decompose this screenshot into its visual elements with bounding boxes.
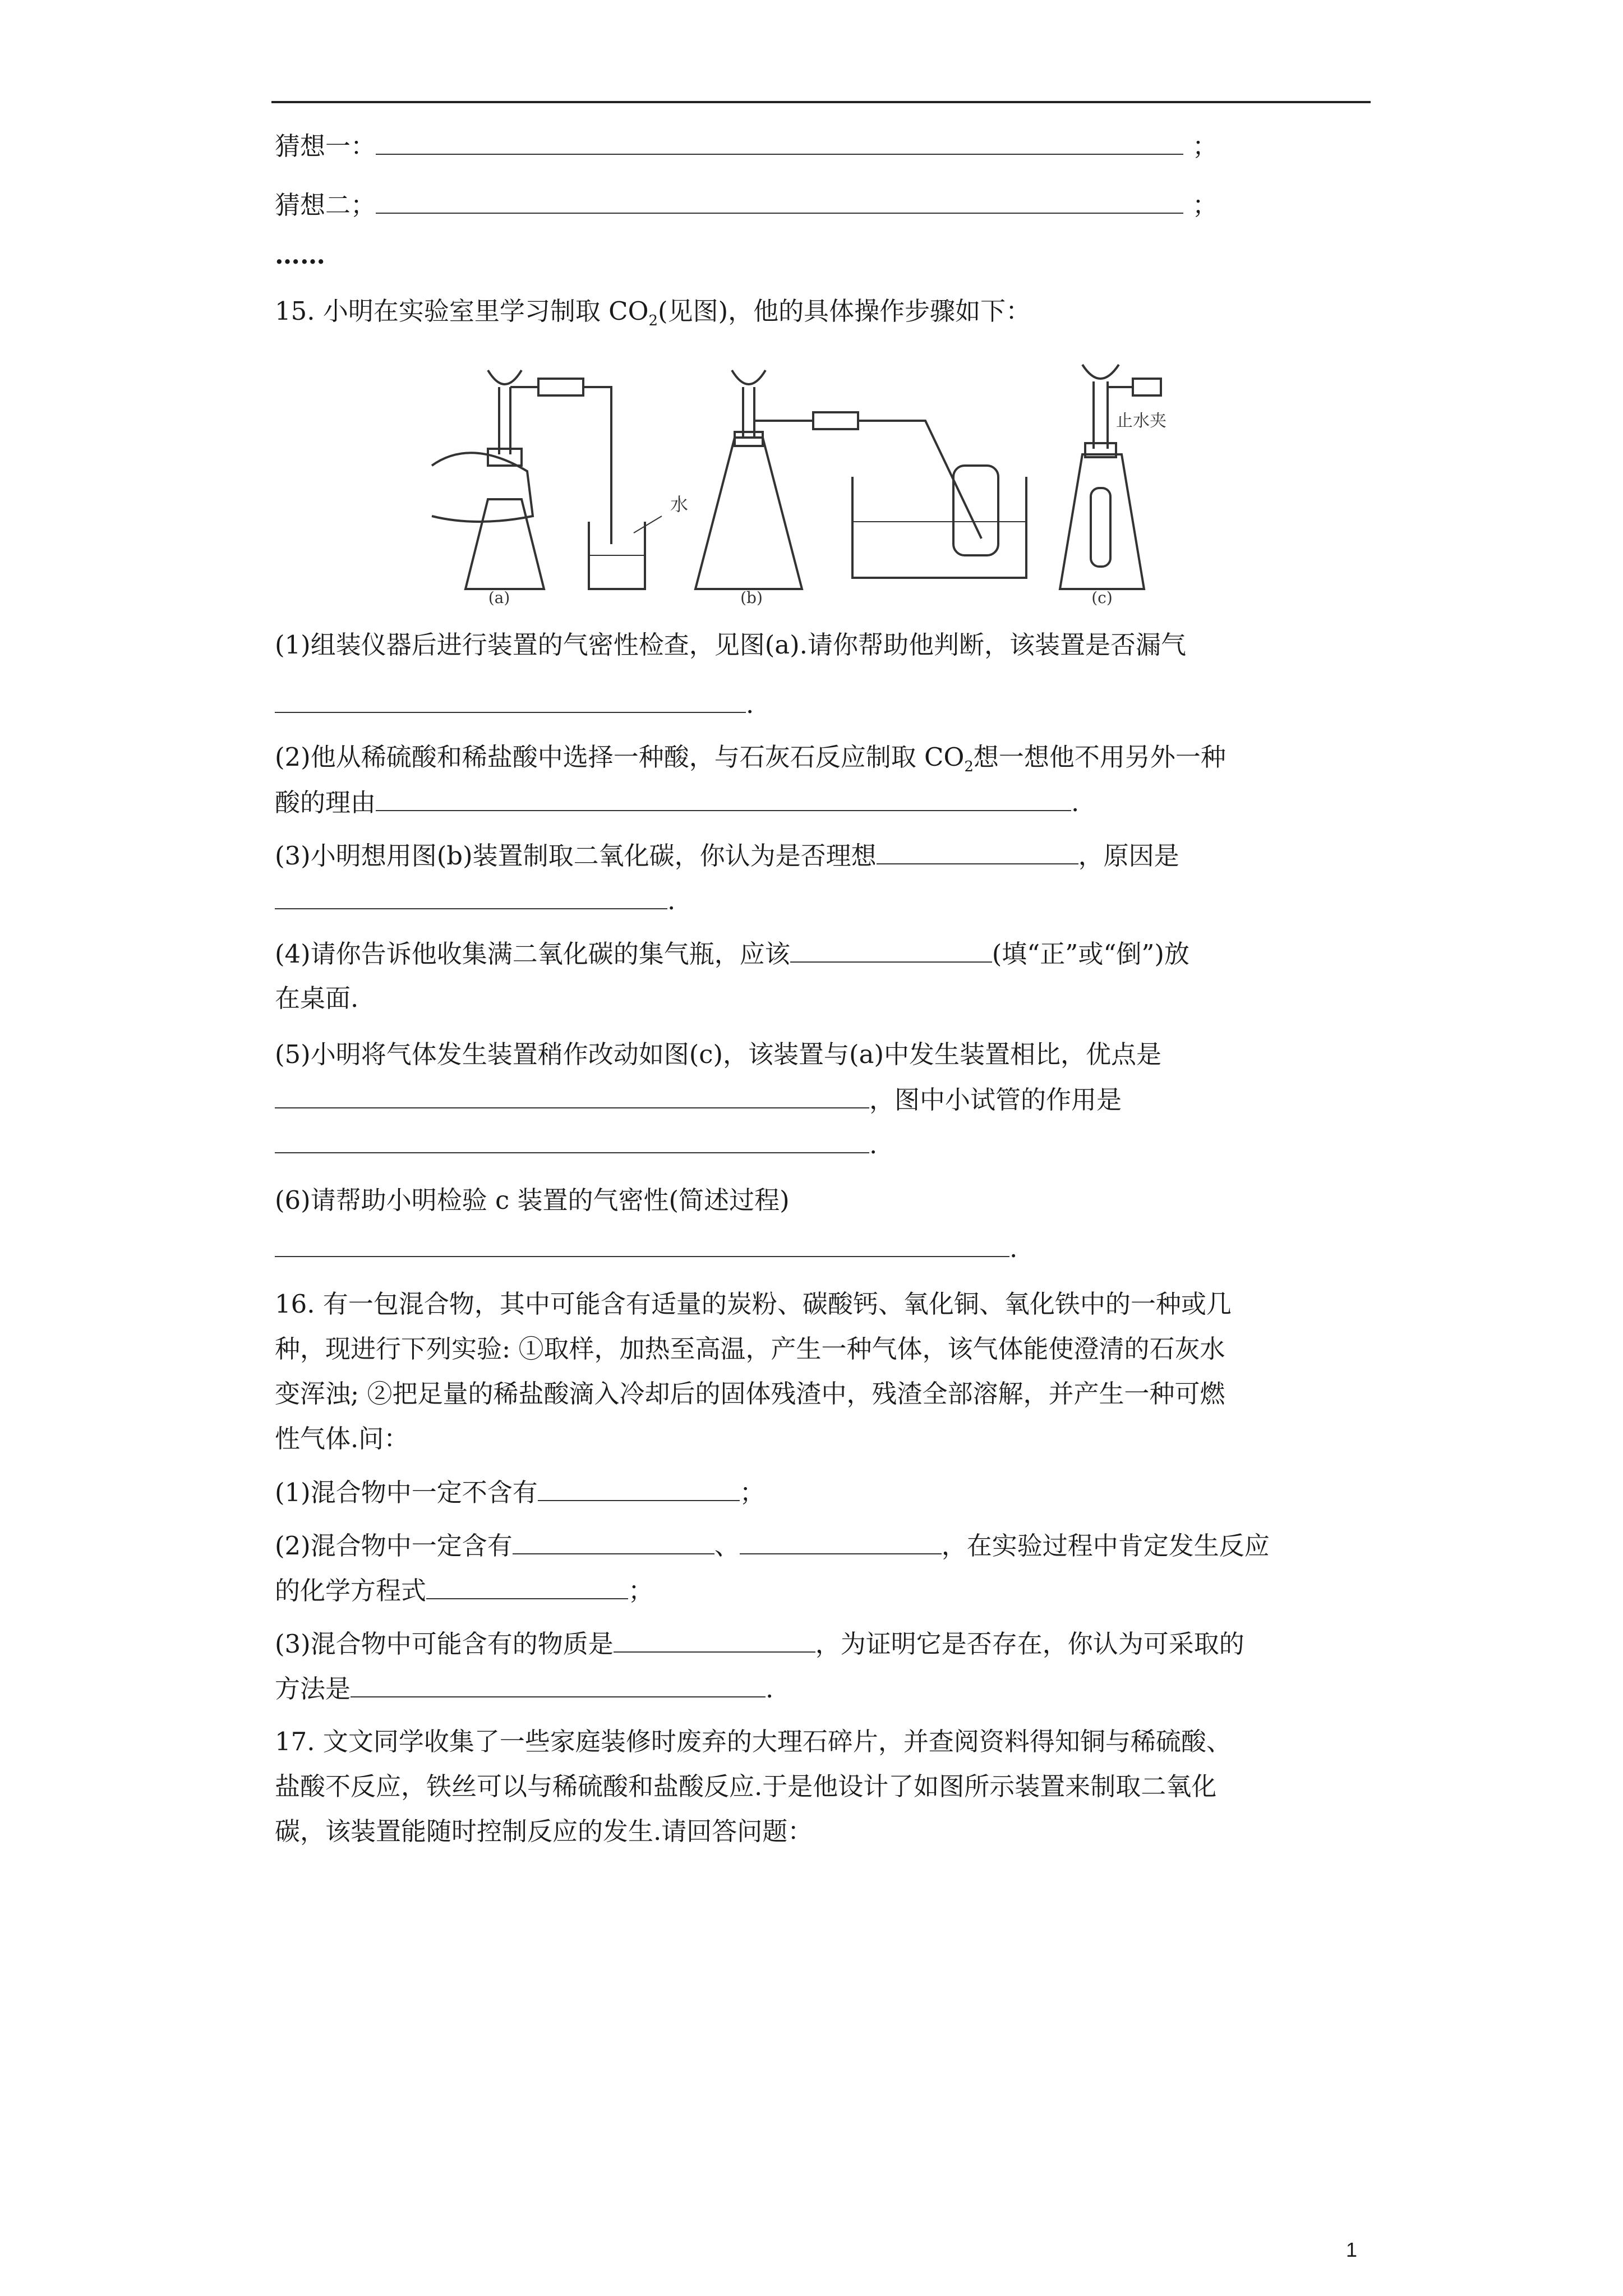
q15-part5-line1: (5)小明将气体发生装置稍作改动如图(c)，该装置与(a)中发生装置相比，优点是	[275, 1039, 1162, 1069]
q15-part5-line2: ，图中小试管的作用是	[275, 1083, 1122, 1117]
answer-blank[interactable]	[538, 1475, 740, 1501]
q15-part6-line1: (6)请帮助小明检验 c 装置的气密性(简述过程)	[275, 1185, 790, 1215]
header-rule	[271, 101, 1371, 103]
q17-line3: 碳，该装置能随时控制反应的发生.请回答问题：	[275, 1816, 813, 1846]
answer-blank[interactable]	[275, 1083, 869, 1108]
q15-part1: (1)组装仪器后进行装置的气密性检查，见图(a).请你帮助他判断，该装置是否漏气	[275, 630, 1186, 660]
q17-line2: 盐酸不反应，铁丝可以与稀硫酸和盐酸反应.于是他设计了如图所示装置来制取二氧化	[275, 1772, 1217, 1801]
q16-part3-line1: (3)混合物中可能含有的物质是 ，为证明它是否存在，你认为可采取的	[275, 1627, 1244, 1661]
q16-part2-line2: 的化学方程式 ；	[275, 1573, 653, 1608]
answer-blank[interactable]	[790, 937, 992, 963]
figure-b-label: (b)	[740, 588, 763, 606]
answer-blank[interactable]	[351, 1672, 766, 1697]
answer-blank[interactable]	[275, 884, 667, 909]
figure-a-label: (a)	[488, 588, 510, 606]
clamp-label: 止水夹	[1116, 411, 1166, 431]
q16-line1: 16. 有一包混合物，其中可能含有适量的炭粉、碳酸钙、氧化铜、氧化铁中的一种或几	[275, 1289, 1232, 1319]
answer-blank[interactable]	[614, 1627, 815, 1653]
answer-blank[interactable]	[426, 1573, 628, 1599]
answer-blank[interactable]	[376, 785, 1071, 811]
ellipsis: ……	[275, 240, 325, 270]
q15-part3-line1: (3)小明想用图(b)装置制取二氧化碳，你认为是否理想 ，原因是	[275, 839, 1179, 873]
answer-blank[interactable]	[275, 1128, 869, 1153]
answer-blank[interactable]	[513, 1529, 714, 1554]
q16-line2: 种，现进行下列实验: ①取样，加热至高温，产生一种气体，该气体能使澄清的石灰水	[275, 1334, 1225, 1364]
q15-part5-line3: .	[275, 1128, 877, 1162]
page-number: 1	[1346, 2238, 1358, 2261]
figure-c-label: (c)	[1091, 588, 1113, 606]
answer-blank[interactable]	[740, 1529, 942, 1554]
answer-blank[interactable]	[275, 687, 746, 713]
q17-line1: 17. 文文同学收集了一些家庭装修时废弃的大理石碎片，并查阅资料得知铜与稀硫酸、	[275, 1727, 1232, 1756]
q16-part3-line2: 方法是 .	[275, 1672, 773, 1706]
question-15-title: 15. 小明在实验室里学习制取 $CO_2$(见图)，他的具体操作步骤如下：	[275, 296, 1031, 329]
q16-line3: 变浑浊; ②把足量的稀盐酸滴入冷却后的固体残渣中，残渣全部溶解，并产生一种可燃	[275, 1379, 1225, 1409]
guess-two-line: 猜想二； ；	[275, 188, 1218, 222]
q16-line4: 性气体.问：	[275, 1424, 409, 1453]
q16-part2-line1: (2)混合物中一定含有 、 ，在实验过程中肯定发生反应	[275, 1529, 1270, 1563]
q15-part1-answer: .	[275, 687, 754, 721]
answer-blank[interactable]	[877, 839, 1078, 864]
q15-part2-line2: 酸的理由 .	[275, 785, 1079, 820]
answer-blank[interactable]	[376, 188, 1183, 214]
q15-part2-line1: (2)他从稀硫酸和稀盐酸中选择一种酸，与石灰石反应制取 $CO_2$想一想他不用另外一种	[275, 742, 1226, 775]
q15-part6-line2: .	[275, 1231, 1017, 1266]
water-label: 水	[670, 494, 689, 515]
q15-part3-line2: .	[275, 884, 675, 918]
q16-part1: (1)混合物中一定不含有 ；	[275, 1475, 765, 1510]
q15-part4-line1: (4)请你告诉他收集满二氧化碳的集气瓶，应该 (填“正”或“倒”)放	[275, 937, 1189, 971]
answer-blank[interactable]	[275, 1231, 1009, 1257]
lab-apparatus-figure	[421, 353, 1178, 606]
answer-blank[interactable]	[376, 129, 1183, 155]
guess-one-line: 猜想一： ；	[275, 129, 1218, 163]
q15-part4-line2: 在桌面.	[275, 983, 359, 1013]
